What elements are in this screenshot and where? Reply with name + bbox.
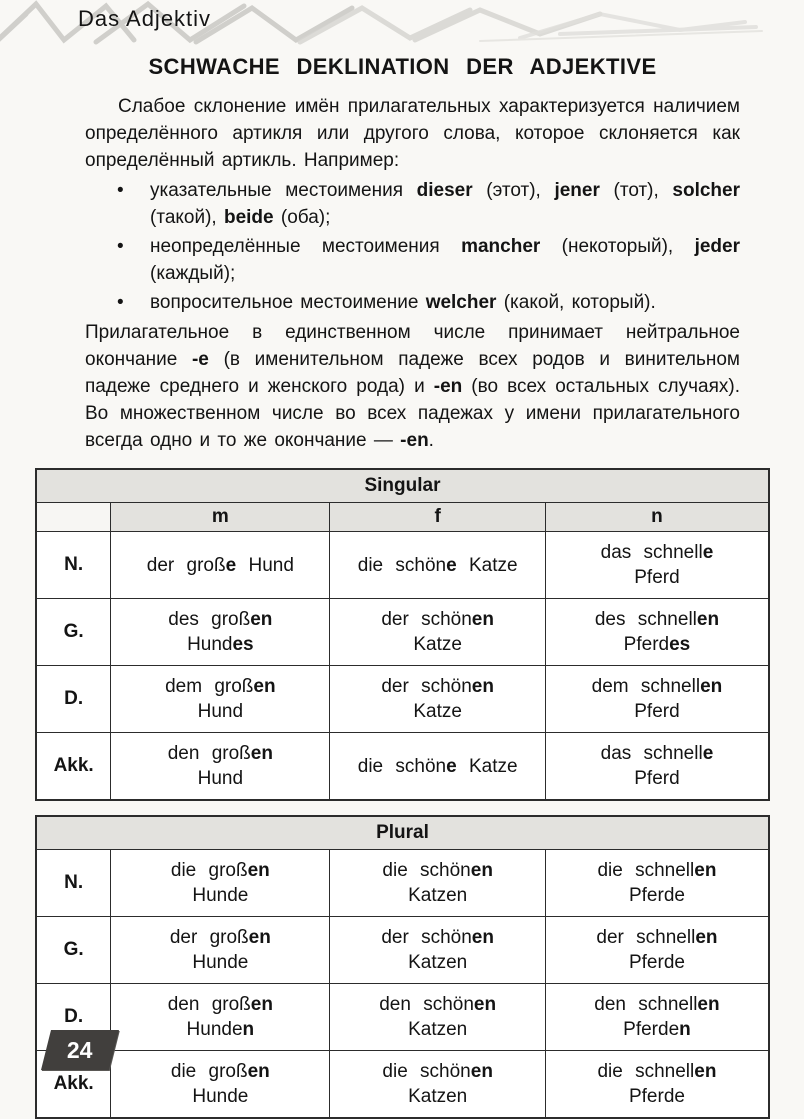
table-cell xyxy=(111,599,330,666)
cell-line xyxy=(550,766,764,791)
bullet-marker: • xyxy=(117,180,124,201)
table-row xyxy=(36,1051,769,1119)
bullet-text xyxy=(150,236,740,284)
text-segment: Прилагательное в единственном числе принимает нейтральное окончание xyxy=(85,322,740,370)
text-segment: die schön xyxy=(357,755,447,777)
text-segment: die schnell xyxy=(597,860,695,881)
cell-line xyxy=(115,632,325,657)
text-segment: en xyxy=(471,927,494,948)
page-title: SCHWACHE DEKLINATION DER ADJEKTIVE xyxy=(148,54,657,79)
table-cell xyxy=(111,532,330,599)
text-segment: en xyxy=(253,676,276,697)
table-cell xyxy=(111,733,330,801)
text-segment: die schön xyxy=(357,554,447,576)
text-segment: . xyxy=(428,430,434,451)
table-cell xyxy=(111,666,330,733)
text-segment: die groß xyxy=(170,860,248,881)
cell-line xyxy=(550,1084,764,1109)
cell-line xyxy=(115,858,325,883)
cell-line xyxy=(334,553,541,578)
cell-line xyxy=(334,950,541,975)
text-segment: e xyxy=(446,755,457,777)
text-segment: den schnell xyxy=(594,994,698,1015)
table-cell xyxy=(545,1051,769,1119)
cell-line xyxy=(334,992,541,1017)
cell-line xyxy=(115,1017,325,1042)
text-segment: en xyxy=(694,1061,717,1082)
text-segment: Katze xyxy=(413,634,462,655)
text-segment: der groß xyxy=(146,554,226,576)
case-label: D. xyxy=(36,984,111,1051)
text-segment: dem groß xyxy=(165,676,254,697)
text-segment: Hunde xyxy=(192,952,249,973)
table-cell xyxy=(330,917,546,984)
text-segment: mancher xyxy=(461,236,541,257)
text-segment: (тот), xyxy=(599,180,673,201)
text-segment: Hund xyxy=(236,554,294,576)
text-segment: en xyxy=(470,860,493,881)
text-segment: e xyxy=(702,542,714,563)
text-segment: n xyxy=(679,1019,691,1040)
text-segment: en xyxy=(250,609,273,630)
table-cell xyxy=(545,984,769,1051)
bullet-item xyxy=(85,289,740,316)
cell-line xyxy=(550,699,764,724)
text-segment: en xyxy=(700,676,723,697)
text-segment: Katze xyxy=(456,755,518,777)
bullet-item xyxy=(85,233,740,287)
intro-text-block xyxy=(85,93,740,454)
text-segment: (каждый); xyxy=(150,263,236,284)
text-segment: Katze xyxy=(456,554,518,576)
text-segment: en xyxy=(695,927,718,948)
cell-line xyxy=(334,607,541,632)
text-segment: (какой, который). xyxy=(496,292,656,313)
text-segment: en xyxy=(471,676,494,697)
text-segment: der schnell xyxy=(596,927,696,948)
text-segment: en xyxy=(247,860,270,881)
text-segment: Katzen xyxy=(408,1086,468,1107)
text-segment: en xyxy=(247,1061,270,1082)
column-header: f xyxy=(330,503,546,532)
table-cell xyxy=(111,917,330,984)
intro-paragraph-1 xyxy=(85,93,740,174)
table-cell xyxy=(330,984,546,1051)
text-segment: den groß xyxy=(167,994,251,1015)
cell-line xyxy=(550,925,764,950)
text-segment: Hunde xyxy=(186,1019,243,1040)
table-cell xyxy=(545,599,769,666)
text-segment: en xyxy=(250,743,273,764)
cell-line xyxy=(334,1084,541,1109)
text-segment: Katze xyxy=(413,701,462,722)
text-segment: en xyxy=(697,994,720,1015)
table-cell xyxy=(545,733,769,801)
text-segment: -en xyxy=(433,376,463,397)
table-row xyxy=(36,666,769,733)
text-segment: en xyxy=(471,609,494,630)
text-segment: es xyxy=(669,634,691,655)
column-header: m xyxy=(111,503,330,532)
cell-line xyxy=(550,883,764,908)
cell-line xyxy=(550,540,764,565)
declension-table-plural xyxy=(35,815,770,1119)
cell-line xyxy=(334,1059,541,1084)
text-segment: (этот), xyxy=(472,180,555,201)
text-segment: das schnell xyxy=(600,743,703,764)
text-segment: die schön xyxy=(382,860,471,881)
text-segment: Pferd xyxy=(634,768,680,789)
text-segment: указательные местоимения xyxy=(150,180,417,201)
cell-line xyxy=(550,674,764,699)
text-segment: e xyxy=(702,743,714,764)
table-row xyxy=(36,532,769,599)
text-segment: der schön xyxy=(381,927,472,948)
intro-bullet-list xyxy=(85,177,740,316)
table-row xyxy=(36,850,769,917)
table-cell xyxy=(330,532,546,599)
text-segment: en xyxy=(248,927,271,948)
cell-line xyxy=(334,883,541,908)
table-cell xyxy=(111,984,330,1051)
cell-line xyxy=(115,699,325,724)
text-segment: den schön xyxy=(379,994,474,1015)
text-segment: неопределённые местоимения xyxy=(150,236,462,257)
text-segment: Katzen xyxy=(408,1019,468,1040)
cell-line xyxy=(115,1084,325,1109)
text-segment: вопросительное местоимение xyxy=(150,292,426,313)
section-header: Das Adjektiv xyxy=(78,6,212,31)
cell-line xyxy=(550,950,764,975)
text-segment: Hund xyxy=(197,701,244,722)
text-segment: dem schnell xyxy=(591,676,701,697)
table-cell xyxy=(545,850,769,917)
text-segment: en xyxy=(473,994,497,1015)
text-segment: en xyxy=(250,994,273,1015)
text-segment: jeder xyxy=(694,236,740,257)
text-segment: dieser xyxy=(416,180,473,201)
text-segment: en xyxy=(470,1061,493,1082)
text-segment: (оба); xyxy=(273,207,331,228)
table-title: Plural xyxy=(36,816,769,850)
text-segment: Hunde xyxy=(192,885,249,906)
cell-line xyxy=(334,699,541,724)
cell-line xyxy=(550,741,764,766)
text-segment: der schön xyxy=(381,609,472,630)
case-label: N. xyxy=(36,850,111,917)
case-label: N. xyxy=(36,532,111,599)
table-cell xyxy=(111,1051,330,1119)
corner-cell xyxy=(36,503,111,532)
text-segment: (некоторый), xyxy=(540,236,695,257)
table-title: Singular xyxy=(36,469,769,503)
cell-line xyxy=(115,992,325,1017)
bullet-marker: • xyxy=(117,292,124,313)
table-cell xyxy=(330,1051,546,1119)
text-segment: der groß xyxy=(169,927,249,948)
table-cell xyxy=(330,666,546,733)
text-segment: die schön xyxy=(382,1061,471,1082)
text-segment: e xyxy=(446,554,457,576)
cell-line xyxy=(115,950,325,975)
text-segment: (в именительном падеже всех родов и винительном падеже среднего и женского рода) и xyxy=(85,349,740,397)
cell-line xyxy=(115,674,325,699)
text-segment: des groß xyxy=(168,609,251,630)
cell-line xyxy=(115,766,325,791)
text-segment: Hund xyxy=(187,634,233,655)
cell-line xyxy=(550,632,764,657)
text-segment: des schnell xyxy=(594,609,697,630)
table-cell xyxy=(545,532,769,599)
text-segment: Hunde xyxy=(192,1086,249,1107)
table-cell xyxy=(330,733,546,801)
text-segment: Pferd xyxy=(623,634,670,655)
cell-line xyxy=(334,674,541,699)
intro-paragraph-2 xyxy=(85,319,740,454)
case-label: G. xyxy=(36,917,111,984)
cell-line xyxy=(115,1059,325,1084)
table-cell xyxy=(545,666,769,733)
case-label: D. xyxy=(36,666,111,733)
cell-line xyxy=(115,925,325,950)
column-header: n xyxy=(545,503,769,532)
text-segment: -e xyxy=(191,349,209,370)
cell-line xyxy=(550,858,764,883)
bullet-text xyxy=(150,180,740,228)
cell-line xyxy=(115,553,325,578)
text-segment: beide xyxy=(223,207,274,228)
cell-line xyxy=(115,883,325,908)
bullet-text xyxy=(150,292,656,313)
cell-line xyxy=(334,1017,541,1042)
main-content xyxy=(35,44,770,1119)
text-segment: Pferde xyxy=(623,1019,680,1040)
table-row xyxy=(36,917,769,984)
text-segment: Слабое склонение имён прилагательных характеризуется наличием определённого артикля или другого слова, которое склоняется как определённый артикль. Например: xyxy=(85,96,740,171)
case-label: G. xyxy=(36,599,111,666)
text-segment: solcher xyxy=(672,180,740,201)
text-segment: Pferde xyxy=(628,1086,685,1107)
cell-line xyxy=(550,1017,764,1042)
text-segment: Pferd xyxy=(634,567,680,588)
cell-line xyxy=(334,754,541,779)
text-segment: welcher xyxy=(425,292,497,313)
page-number: 24 xyxy=(67,1036,93,1063)
text-segment: das schnell xyxy=(600,542,703,563)
cell-line xyxy=(334,925,541,950)
text-segment: Pferd xyxy=(634,701,680,722)
cell-line xyxy=(550,565,764,590)
bullet-item xyxy=(85,177,740,231)
text-segment: (во всех остальных случаях). Во множественном числе во всех падежах у имени прилагательного всегда одно и то же окончание — xyxy=(85,376,740,451)
table-cell xyxy=(545,917,769,984)
cell-line xyxy=(115,741,325,766)
page-number-badge xyxy=(41,1030,119,1070)
table-cell xyxy=(330,599,546,666)
text-segment: Pferde xyxy=(628,885,685,906)
text-segment: die schnell xyxy=(597,1061,695,1082)
text-segment: es xyxy=(232,634,254,655)
text-segment: n xyxy=(242,1019,255,1040)
table-cell xyxy=(111,850,330,917)
text-segment: die groß xyxy=(170,1061,248,1082)
cell-line xyxy=(550,607,764,632)
cell-line xyxy=(334,858,541,883)
text-segment: der schön xyxy=(381,676,472,697)
text-segment: den groß xyxy=(167,743,251,764)
declension-table-singular xyxy=(35,468,770,801)
text-segment: en xyxy=(696,609,720,630)
cell-line xyxy=(334,632,541,657)
cell-line xyxy=(550,992,764,1017)
text-segment: e xyxy=(225,554,237,576)
table-row xyxy=(36,733,769,801)
case-label: Akk. xyxy=(36,1051,111,1119)
text-segment: Katzen xyxy=(408,885,468,906)
text-segment: jener xyxy=(554,180,600,201)
table-row xyxy=(36,984,769,1051)
cell-line xyxy=(115,607,325,632)
text-segment: en xyxy=(694,860,717,881)
text-segment: Pferde xyxy=(628,952,685,973)
text-segment: (такой), xyxy=(150,207,224,228)
cell-line xyxy=(550,1059,764,1084)
bullet-marker: • xyxy=(117,236,124,257)
case-label: Akk. xyxy=(36,733,111,801)
table-row xyxy=(36,599,769,666)
table-cell xyxy=(330,850,546,917)
text-segment: Hund xyxy=(197,768,244,789)
text-segment: -en xyxy=(400,430,429,451)
text-segment: Katzen xyxy=(408,952,468,973)
